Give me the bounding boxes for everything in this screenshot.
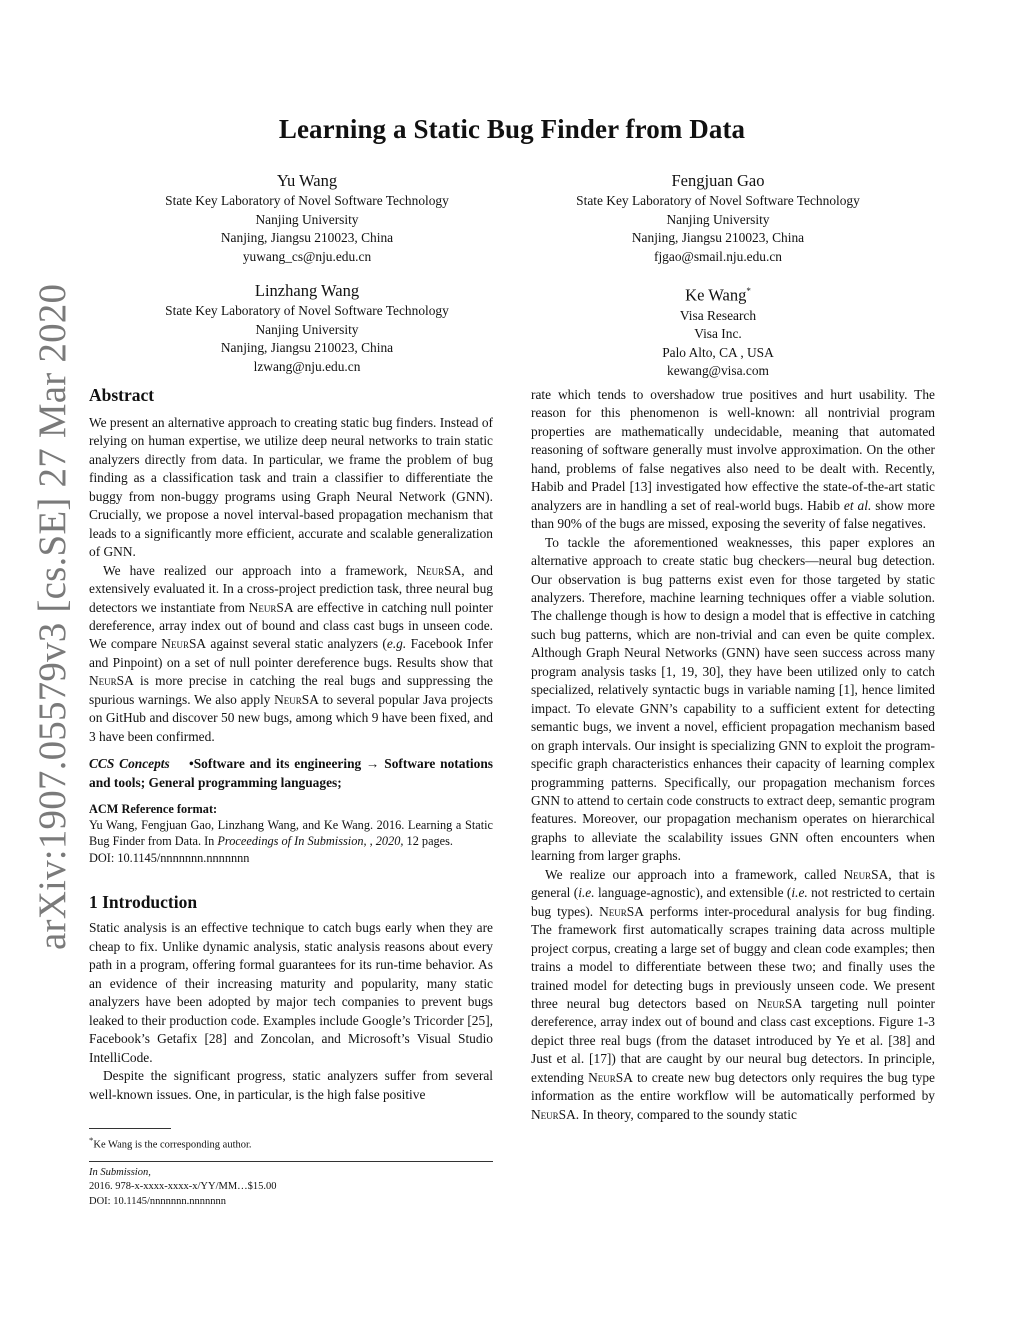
text-run: against several static analyzers (	[206, 636, 387, 652]
author-affiliation: State Key Laboratory of Novel Software Technology	[165, 193, 449, 208]
text-run-italic: i.e.	[578, 885, 595, 901]
ccs-text: •Software and its engineering → Software notations and tools; General programming languages;	[89, 756, 493, 790]
footnote-divider	[89, 1128, 171, 1129]
system-name: NeurSA	[248, 599, 294, 615]
author-affiliation: Nanjing University	[666, 211, 770, 227]
corresponding-author-mark: *	[746, 286, 751, 296]
copyright-footer	[89, 1166, 277, 1209]
abstract-heading: Abstract	[89, 385, 155, 405]
author-block-1	[127, 170, 487, 266]
text-run: , that is general (	[531, 866, 935, 901]
text-run: not restricted to certain bug types).	[531, 885, 935, 919]
system-name: NeurSA	[843, 866, 889, 882]
text-run: targeting null pointer dereference, array index out of bound and class cast exceptions. Figure 1-3 depict three real bugs (from the dataset introduced by Ye et al. [38] and Just et al. [17]) that are caught by our neural bug detectors. In principle, extending	[531, 995, 935, 1085]
system-name: NeurSA	[599, 903, 644, 919]
ccs-label: CCS Concepts	[89, 756, 170, 772]
text-run: to several popular Java projects on GitHub and discover 50 new bugs, among which 9 have been fixed, and 3 have been confirmed.	[89, 691, 493, 744]
text-run: We realize our approach into a framework, called	[545, 866, 844, 882]
footer-venue: In Submission,	[89, 1167, 151, 1178]
text-run: to create new bug detectors only requires the bug type information as the entire workflow will be automatically performed by	[531, 1069, 935, 1104]
acm-reference-doi: DOI: 10.1145/nnnnnnn.nnnnnnn	[89, 850, 250, 865]
footnote	[89, 1133, 252, 1153]
text-run-italic: Proceedings of In Submission, , 2020,	[217, 834, 404, 849]
author-block-3	[127, 280, 487, 376]
text-run: Yu Wang, Fengjuan Gao, Linzhang Wang, and Ke Wang. 2016. Learning a Static Bug Finder from Data. In	[89, 817, 493, 849]
author-affiliation: Visa Inc.	[694, 326, 742, 341]
system-name: NeurSA	[274, 691, 319, 707]
author-affiliation: Nanjing, Jiangsu 210023, China	[631, 230, 805, 245]
system-name: NeurSA	[416, 562, 462, 578]
author-email: yuwang_cs@nju.edu.cn	[242, 248, 372, 264]
system-name: NeurSA	[588, 1069, 633, 1085]
author-name: Yu Wang	[276, 171, 338, 190]
text-run-italic: e.g.	[386, 636, 407, 652]
author-name: Fengjuan Gao	[671, 171, 765, 190]
footnote-mark: *	[89, 1135, 94, 1145]
author-affiliation: Nanjing, Jiangsu 210023, China	[220, 340, 394, 355]
author-name-text: Ke Wang	[685, 285, 747, 305]
acm-reference-text	[89, 817, 493, 850]
introduction-heading: 1 Introduction	[89, 892, 198, 913]
arxiv-identifier: arXiv:1907.05579v3 [cs.SE] 27 Mar 2020	[31, 283, 74, 950]
ccs-concepts	[89, 755, 493, 792]
paper-title: Learning a Static Bug Finder from Data	[278, 114, 746, 144]
text-run: are effective in catching null pointer dereference, array index out of bound and class cast bugs in unseen code. We compare	[89, 599, 493, 652]
right-paragraph-1	[531, 386, 935, 534]
acm-reference-heading: ACM Reference format:	[89, 801, 218, 816]
introduction-paragraph-2: Despite the significant progress, static analyzers suffer from several well-known issues. One, in particular, is the high false positive	[89, 1068, 493, 1102]
author-affiliation: Palo Alto, CA , USA	[662, 344, 774, 360]
text-run: 12 pages.	[403, 834, 453, 849]
text-run-italic: et al.	[843, 497, 872, 513]
author-affiliation: Nanjing, Jiangsu 210023, China	[220, 230, 394, 245]
author-name	[538, 280, 898, 307]
right-column	[531, 386, 935, 1124]
footer-isbn: 2016. 978-x-xxxx-xxxx-x/YY/MM…$15.00	[89, 1181, 277, 1193]
author-affiliation: Nanjing University	[255, 321, 359, 337]
system-name: NeurSA	[531, 1106, 576, 1122]
text-run: We have realized our approach into a framework,	[103, 562, 417, 578]
text-run: Facebook Infer and Pinpoint) on a set of null pointer dereference bugs. Results show that	[89, 636, 493, 670]
author-email: kewang@visa.com	[667, 363, 769, 378]
footer-doi: DOI: 10.1145/nnnnnnn.nnnnnnn	[89, 1195, 226, 1207]
author-email: fjgao@smail.nju.edu.cn	[654, 248, 782, 264]
text-run: is more precise in catching the real bugs and suppressing the spurious warnings. We also apply	[89, 673, 493, 707]
author-affiliation: State Key Laboratory of Novel Software Technology	[576, 193, 860, 208]
author-email: lzwang@nju.edu.cn	[253, 358, 361, 374]
text-run: show more than 90% of the bugs are missed, exposing the severity of false negatives.	[531, 497, 936, 532]
footnote-text: Ke Wang is the corresponding author.	[93, 1139, 252, 1151]
introduction-paragraph-1: Static analysis is an effective technique to catch bugs early when they are cheap to fix. Unlike dynamic analysis, static analysis reasons about every path in a program, offering formal guarantees for its run-time behavior. As an evidence of their increasing maturity and popularity, many static analyzers have been adopted by major tech companies to prevent bugs leaked to their production code. Examples include Google’s Tricorder [25], Facebook’s Getafix [28] and Zoncolan, and Microsoft’s Visual Studio IntelliCode.	[89, 920, 493, 1065]
right-paragraph-2: To tackle the aforementioned weaknesses, this paper explores an alternative approach to create static bug checkers—neural bug detection. Our observation is bug patterns exist even for those targeted by static analyzers. Therefore, machine learning techniques offer a viable solution. The challenge though is how to design a model that is effective in catching such bug patterns, which are non-trivial and can even be quite complex. Although Graph Neural Networks (GNN) have seen success across many program analysis tasks [1, 19, 30], they have been utilized only to catch specialized, relatively syntactic bugs in variable naming [1], hence limited impact. To elevate GNN’s capability to a sufficient extent for detecting semantic bugs, we invent a novel, efficient propagation mechanism based on graph intervals. Our insight is specializing GNN to exploit the program-specific graph characteristics enhances their capacity of learning complex programming patterns. Specifically, our propagation mechanism forces GNN to attend to certain code constructs to extract deep, semantic program features. Moreover, our propagation mechanism operates on hierarchical graphs to alleviate the scalability issues GNN often encounters when learning from larger graphs.	[531, 534, 935, 864]
text-run-italic: i.e.	[791, 885, 808, 901]
author-affiliation: State Key Laboratory of Novel Software Technology	[165, 303, 449, 318]
author-affiliation: Nanjing University	[255, 211, 359, 227]
system-name: NeurSA	[161, 636, 207, 652]
text-run: rate which tends to overshadow true positives and hurt usability. The reason for this phenomenon is well-known: all nontrivial program properties are mathematically undecidable, meaning that automated reasoning of software generally must involve approximation. On the other hand, problems of false negatives also need to be dealt with. Recently, Habib and Pradel [13] investigated how effective the state-of-the-art static analyzers are in handling a set of real-world bugs. Habib	[531, 387, 935, 513]
author-name: Linzhang Wang	[254, 281, 360, 300]
right-paragraph-3	[531, 866, 935, 1124]
text-run: , and extensively evaluated it. In a cross-project prediction task, three neural bug detectors we instantiate from	[89, 562, 493, 615]
text-run: . In theory, compared to the soundy static	[575, 1106, 797, 1122]
text-run: language-agnostic), and extensible (	[594, 885, 792, 901]
system-name: NeurSA	[757, 995, 803, 1011]
author-block-2	[538, 170, 898, 266]
system-name: NeurSA	[89, 673, 134, 689]
left-column	[89, 385, 493, 1104]
abstract-paragraph-1: We present an alternative approach to creating static bug finders. Instead of relying on human expertise, we utilize deep neural networks to train static analyzers directly from data. In particular, we frame the problem of bug finding as a classification task and train a classifier to differentiate the buggy from non-buggy programs using Graph Neural Network (GNN). Crucially, we propose a novel interval-based propagation mechanism that leads to a significantly more efficient, accurate and scalable generalization of GNN.	[89, 415, 493, 560]
author-block-4	[538, 280, 898, 381]
author-affiliation: Visa Research	[679, 307, 757, 323]
footer-divider	[89, 1161, 493, 1162]
abstract-paragraph-2	[89, 562, 493, 747]
text-run: performs inter-procedural analysis for bug finding. The framework first automatically scrapes training data across multiple project corpus, creating a large set of buggy and clean code examples; then trains a model to differentiate between these two; and finally uses the trained model for detecting bugs in previously unseen code. We present three neural bug detectors based on	[531, 903, 935, 1011]
